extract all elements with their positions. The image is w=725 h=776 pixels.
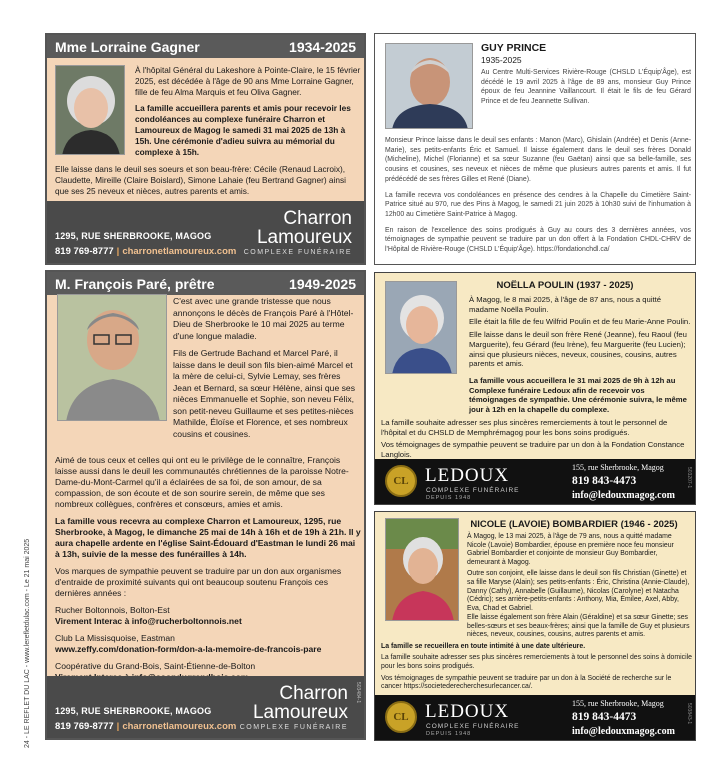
portrait-image xyxy=(386,519,459,621)
donation-info: Vos témoignages de sympathie peuvent se traduire par un don à la Société de recherche sur le cancer https://societederecherchesurlecancer.ca/. xyxy=(381,674,672,691)
separator: | xyxy=(116,721,120,732)
obituary-noella xyxy=(374,272,696,505)
visitation-info: La famille accueillera parents et amis pour recevoir les condoléances au complexe funéraire Charron et Lamoureux de Magog le samedi 31 mai 2025 de 13h à 15h. Une cérémonie d'adieu suivra au mémorial du complexe à 15h. xyxy=(135,103,351,157)
page-sidebar xyxy=(22,530,36,750)
funeral-home-address: 155, rue Sherbrooke, Magog xyxy=(572,463,664,472)
obituary-paragraph: Outre son conjoint, elle laisse dans le deuil son fils Christian (Ginette) et sa fille Maryse (Alain); ses petits-enfants : Éric, Christina (Annie-Claude), Danny (Cathy), Annabelle (Guillaume), Nicolas (Carolyne) et Natacha (Cédric); ses arrière-petits-enfants : Anthony, Mia, Émilee, Axel, Abby, Eva, Chad et Gabriel. xyxy=(467,570,690,612)
funeral-home-phone[interactable]: 819 769-8777 xyxy=(55,246,114,257)
logo-subtitle: COMPLEXE FUNÉRAIRE xyxy=(426,723,520,730)
visitation-info: La famille vous recevra au complexe Charron et Lamoureux, 1295, rue Sherbrooke, à Magog, le dimanche 25 mai de 14h à 16h et de 19h à 21h. Il y aura chapelle ardente en l'église Saint-Édouard d'Eastman le lundi 26 mai à 13h, suivie de la messe des funérailles à 14h. xyxy=(55,516,361,559)
logo-subtitle: COMPLEXE FUNÉRAIRE xyxy=(239,724,348,731)
portrait-noella xyxy=(385,281,457,374)
obituary-paragraph: Au Centre Multi-Services Rivière-Rouge (CHSLD L'Équip'Âge), est décédé le 19 avril 2025 à l'âge de 89 ans, monsieur Guy Prince époux de feu Jeannine Vaillancourt. Il était le fils de feu Gérard Prince et de feu Jeannette Sullivan. xyxy=(481,69,691,105)
obituary-name: NOËLLA POULIN (1937 - 2025) xyxy=(496,280,634,291)
charron-logo xyxy=(240,684,348,731)
portrait-image xyxy=(386,44,473,129)
separator: | xyxy=(116,246,120,257)
obituary-lorraine xyxy=(45,33,366,265)
funeral-home-phone[interactable]: 819 769-8777 xyxy=(55,721,114,732)
obituary-name: GUY PRINCE xyxy=(481,42,547,54)
donation-org-link[interactable]: Virement Interac à info@rucherboltonnois.net xyxy=(55,616,242,626)
donation-org-name: Rucher Boltonnois, Bolton-Est xyxy=(55,605,170,615)
sidebar-text: 24 - LE REFLET DU LAC - www.lerefletdulac.com - Le 21 mai 2025 xyxy=(24,538,31,748)
charron-logo xyxy=(244,209,352,256)
logo-subtitle: COMPLEXE FUNÉRAIRE xyxy=(426,487,520,494)
portrait-francois xyxy=(57,294,167,421)
obituary-paragraph: Fils de Gertrude Bachand et Marcel Paré, il laisse dans le deuil son fils bien-aimé Marcel et la mère de celui-ci, Sylvie Lemay, ses frères Jean et Bernard, sa sœur Hélène, ainsi que ses nièces Emmanuelle et Sophie, son neveu Félix, son petit-neveu Guillaume et ses petites-nièces Mathilde, Éloïse et Florence, et ses nombreux cousins et cousines. xyxy=(173,348,355,439)
portrait-image xyxy=(56,66,125,155)
ledoux-footer xyxy=(375,695,695,740)
donation-org-name: Club La Missisquoise, Eastman xyxy=(55,633,175,643)
charron-footer xyxy=(47,676,364,738)
visitation-info: La famille recevra vos condoléances en présence des cendres à la Chapelle du Cimetière Saint-Patrice situé au 970, rue des Pins à Magog, le samedi 21 juin 2025 à 10h30 suivi de l'inhumation à 12h00 au Cimetière Saint-Patrice à Magog. xyxy=(385,191,691,218)
logo-subtitle: COMPLEXE FUNÉRAIRE xyxy=(243,249,352,256)
logo-since: DEPUIS 1948 xyxy=(426,495,472,501)
obituary-paragraph: C'est avec une grande tristesse que nous annonçons le décès de François Paré à l'Hôtel-Dieu de Sherbrooke le 10 mai 2025 au terme d'une longue maladie. xyxy=(173,296,354,341)
ledoux-medal-logo: CL xyxy=(385,465,417,497)
funeral-home-website[interactable]: charronetlamoureux.com xyxy=(122,246,237,257)
obituary-years: 1934-2025 xyxy=(289,38,356,55)
logo-text: Lamoureux xyxy=(256,227,352,248)
funeral-home-email[interactable]: info@ledouxmagog.com xyxy=(572,726,675,737)
portrait-nicole xyxy=(385,518,459,621)
obituary-name: NICOLE (LAVOIE) BOMBARDIER (1946 - 2025) xyxy=(470,519,678,530)
obituary-guy xyxy=(374,33,696,265)
ledoux-logo-text: LEDOUX xyxy=(425,701,510,722)
ledoux-logo-text: LEDOUX xyxy=(425,465,510,486)
funeral-home-phone[interactable]: 819 843-4473 xyxy=(572,475,637,487)
logo-text: Charron xyxy=(283,208,352,229)
ceremony-info: La famille se recueillera en toute intimité à une date ultérieure. xyxy=(381,642,586,650)
obituary-paragraph: Elle laisse dans le deuil son frère René (Jeanne), feu Raoul (feu Marguerite), feu Gérard (feu Irène), feu Marguerite (feu Lucien); ainsi que plusieurs nièces, neveux, cousines, cousins, autres parents et amis. xyxy=(469,330,687,369)
obituary-header xyxy=(47,272,364,295)
obituary-name: Mme Lorraine Gagner xyxy=(55,38,200,55)
obituary-years: 1935-2025 xyxy=(481,55,522,65)
ad-code: 503207-1 xyxy=(686,467,692,489)
funeral-home-contact xyxy=(55,246,236,257)
donation-org-name: Coopérative du Grand-Bois, Saint-Étienne-de-Bolton xyxy=(55,661,256,671)
obituary-header xyxy=(47,35,364,58)
ledoux-footer xyxy=(375,459,695,504)
obituary-francois xyxy=(45,270,366,740)
obituary-paragraph: Elle laisse également son frère Alain (Géraldine) et sa sœur Ginette; ses belles-sœurs et ses beaux-frères; ainsi que la famille de Guy et plusieurs nièces, neveux, cousines, cousins, autres parents et amis. xyxy=(467,614,690,639)
funeral-home-email[interactable]: info@ledouxmagog.com xyxy=(572,490,675,501)
donation-info: Vos témoignages de sympathie peuvent se traduire par un don à la Fondation Constance Langlois. xyxy=(381,440,685,459)
logo-text: Charron xyxy=(279,683,348,704)
obituary-paragraph: À Magog, le 8 mai 2025, à l'âge de 87 ans, nous a quitté madame Noëlla Poulin. xyxy=(469,295,662,314)
funeral-home-address: 155, rue Sherbrooke, Magog xyxy=(572,699,664,708)
funeral-home-phone[interactable]: 819 843-4473 xyxy=(572,711,637,723)
obituary-paragraph: Elle était la fille de feu Wilfrid Poulin et de feu Marie-Anne Poulin. xyxy=(469,317,691,327)
logo-text: Lamoureux xyxy=(252,702,348,723)
funeral-home-contact xyxy=(55,721,236,732)
obituary-paragraph: À l'hôpital Général du Lakeshore à Pointe-Claire, le 15 février 2025, est décédée à l'âge de 90 ans Mme Lorraine Gagner, fille de feu Alma Marquis et feu Oliva Gagner. xyxy=(135,65,361,97)
portrait-image xyxy=(58,295,167,421)
obituary-paragraph: Monsieur Prince laisse dans le deuil ses enfants : Manon (Marc), Ghislain (Andrée) et Denis (Anne-Marie), ses petits-enfants Éric et Samuel. Il laisse également dans le deuil ses frères Donald (Micheline), Michel (Florianne) et sa sœur Suzanne (feu Gaëtan) ainsi que sa belle-famille, ses cousins et cousines, ses neveux et nièces de même que plusieurs autres parents et amis. Il fut prédécédé de ses frères Gilles et René (Diane). xyxy=(385,137,691,183)
funeral-home-website[interactable]: charronetlamoureux.com xyxy=(122,721,237,732)
portrait-lorraine xyxy=(55,65,125,155)
donation-info: En raison de l'excellence des soins prodigués à Guy au cours des 3 dernières années, vos témoignages de sympathie peuvent se traduire par un don offert à la Fondation CHDL-CHRV de l'Hôpital de Rivière-Rouge (CHSLD L'Équip'Âge). https://fondationchdl.ca/ xyxy=(385,226,691,254)
funeral-home-address: 1295, RUE SHERBROOKE, MAGOG xyxy=(55,231,212,241)
logo-since: DEPUIS 1948 xyxy=(426,731,472,737)
donation-org-link[interactable]: www.zeffy.com/donation-form/don-a-la-memoire-de-francois-pare xyxy=(55,644,322,654)
charron-footer xyxy=(47,201,364,263)
obituary-nicole xyxy=(374,511,696,741)
thanks-info: La famille souhaite adresser ses plus sincères remerciements à tout le personnel de l'hôpital et du CHSLD de Memphrémagog pour les bons soins prodigués. xyxy=(381,417,668,437)
obituary-name: M. François Paré, prêtre xyxy=(55,275,215,292)
obituary-paragraph: À Magog, le 13 mai 2025, à l'âge de 79 ans, nous a quitté madame Nicole (Lavoie) Bombardier, épouse en première noce feu monsieur Gabriel Bombardier et conjointe de monsieur Guy Bombardier, demeurant à Magog. xyxy=(467,533,674,566)
thanks-info: La famille souhaite adresser ses plus sincères remerciements à tout le personnel des soins à domicile pour les bons soins prodigués. xyxy=(381,654,692,670)
obituary-paragraph: Aimé de tous ceux et celles qui ont eu le privilège de le connaître, François laisse aussi dans le deuil les communautés chrétiennes de la paroisse Notre-Dame-du-Mont-Carmel qu'il a éclairées de sa foi, de son amour, de sa compassion, de son écoute et de son sourire serein, de même que ses nombreux collègues, confrères et consœurs, amies et amis. xyxy=(55,455,349,509)
ledoux-medal-logo: CL xyxy=(385,701,417,733)
obituary-years: 1949-2025 xyxy=(289,275,356,292)
visitation-info: La famille vous accueillera le 31 mai 2025 de 9h à 12h au Complexe funéraire Ledoux afin de recevoir vos témoignages de sympathie. Une cérémonie suivra, le même jour à 12h en la chapelle du complexe. xyxy=(469,376,687,415)
ad-code: 503484-1 xyxy=(355,682,361,704)
obituary-paragraph: Elle laisse dans le deuil ses soeurs et son beau-frère: Cécile (Renaud Lacroix), Claudette, Mireille (Claire Boislard), Simone Lahaie (feu Bertrand Gagner) ainsi que ses 25 neveux et nièces, autres parents et amis. xyxy=(55,164,346,196)
portrait-image xyxy=(386,282,457,374)
funeral-home-address: 1295, RUE SHERBROOKE, MAGOG xyxy=(55,706,212,716)
ad-code: 503843-1 xyxy=(686,703,692,725)
portrait-guy xyxy=(385,43,473,129)
donation-info: Vos marques de sympathie peuvent se traduire par un don aux organismes d'entraide de proximité suivants qui ont beaucoup soutenu François ces dernières années : xyxy=(55,566,342,598)
